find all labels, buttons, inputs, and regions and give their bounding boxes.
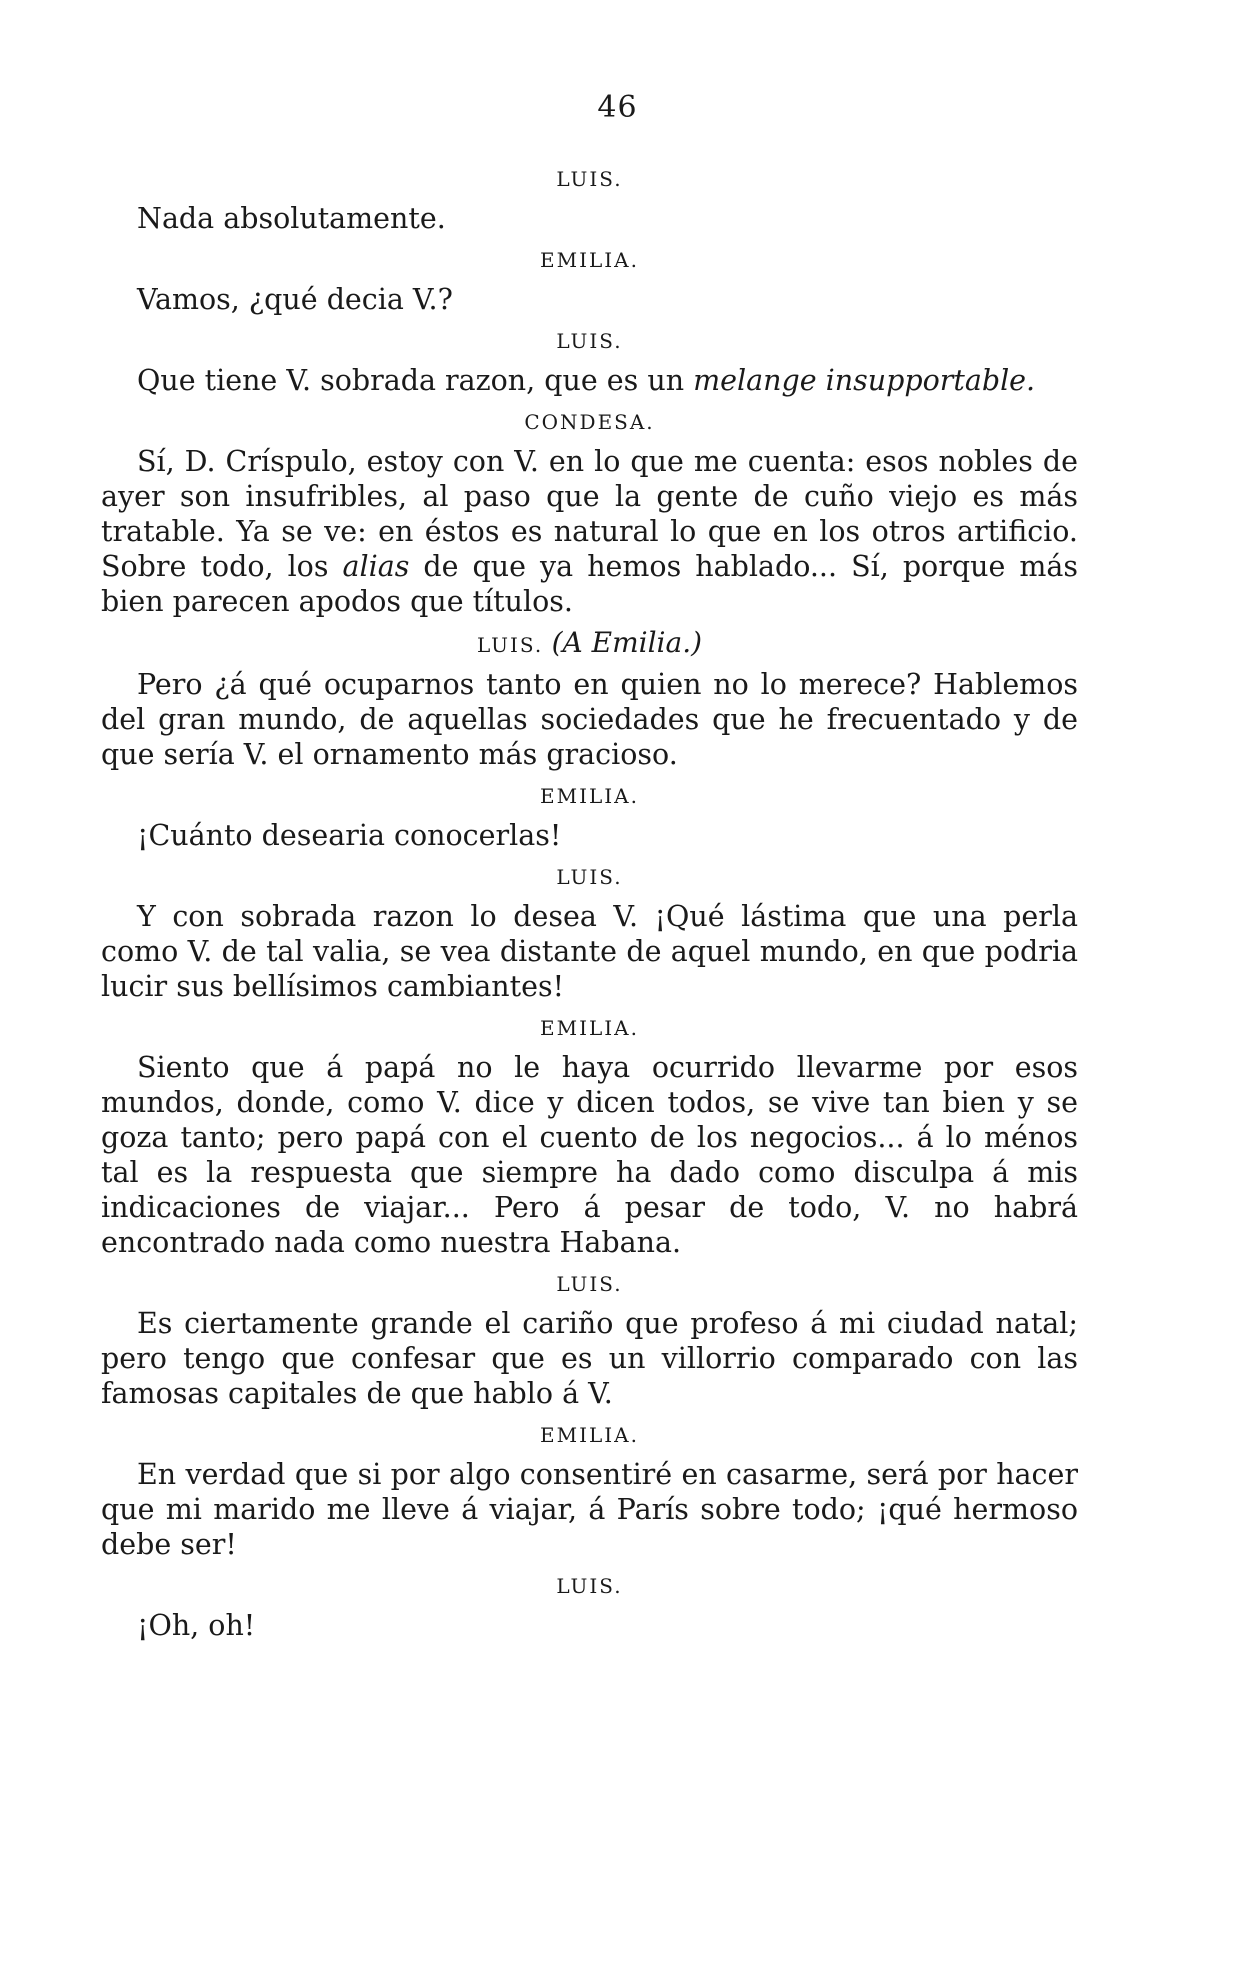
speaker-label: LUIS. <box>556 865 623 889</box>
speaker-name: LUIS. <box>476 633 544 657</box>
speech-text: de que ya hemos hablado... Sí, porque más bien parecen apodos que títulos. <box>101 550 1078 618</box>
speaker-label: LUIS. <box>556 329 623 353</box>
dialogue-text <box>101 155 1078 1643</box>
italic-word: alias <box>342 550 410 583</box>
italic-phrase: melange insupportable. <box>693 364 1036 397</box>
speech-paragraph: Pero ¿á qué ocuparnos tanto en quien no lo merece? Hablemos del gran mundo, de aquellas sociedades que he frecuentado y de que sería V. el ornamento más gracioso. <box>101 668 1078 771</box>
speaker-label: EMILIA. <box>540 1423 639 1447</box>
speech-paragraph: Y con sobrada razon lo desea V. ¡Qué lástima que una perla como V. de tal valia, se vea distante de aquel mundo, en que podria lucir sus bellísimos cambiantes! <box>101 900 1078 1003</box>
speaker-label: EMILIA. <box>540 248 639 272</box>
speaker-label: LUIS. <box>556 167 623 191</box>
speech-text: Sí, D. Críspulo, estoy con V. en lo que me cuenta: esos nobles de ayer son insufribles, al paso que la gente de cuño viejo es más tratable. Ya se ve: en éstos es natural lo que en los otros artificio. Sobre todo, los <box>101 445 1078 583</box>
speech-paragraph: En verdad que si por algo consentiré en casarme, será por hacer que mi marido me lleve á viajar, á París sobre todo; ¡qué hermoso debe ser! <box>101 1458 1078 1561</box>
speech-paragraph: Nada absolutamente. <box>137 202 446 235</box>
page-number: 46 <box>597 90 638 125</box>
speech-paragraph: ¡Oh, oh! <box>137 1609 256 1642</box>
speech-paragraph <box>101 363 1078 398</box>
speaker-label: EMILIA. <box>540 1016 639 1040</box>
speech-text: Que tiene V. sobrada razon, que es un <box>137 364 694 397</box>
speaker-label: EMILIA. <box>540 784 639 808</box>
speaker-label: LUIS. <box>556 1574 623 1598</box>
speech-paragraph: ¡Cuánto desearia conocerlas! <box>137 819 562 852</box>
speaker-label: LUIS. <box>556 1272 623 1296</box>
speech-paragraph: Siento que á papá no le haya ocurrido llevarme por esos mundos, donde, como V. dice y dicen todos, se vive tan bien y se goza tanto; pero papá con el cuento de los negocios... á lo ménos tal es la respuesta que siempre ha dado como disculpa á mis indicaciones de viajar... Pero á pesar de todo, V. no habrá encontrado nada como nuestra Habana. <box>101 1051 1078 1259</box>
stage-direction: (A Emilia.) <box>551 626 703 659</box>
speaker-label-with-direction <box>101 626 1078 659</box>
speech-paragraph: Vamos, ¿qué decia V.? <box>137 283 453 316</box>
speaker-label: CONDESA. <box>524 410 655 434</box>
speech-paragraph <box>101 444 1078 619</box>
speech-paragraph: Es ciertamente grande el cariño que profeso á mi ciudad natal; pero tengo que confesar que es un villorrio comparado con las famosas capitales de que hablo á V. <box>101 1307 1078 1410</box>
